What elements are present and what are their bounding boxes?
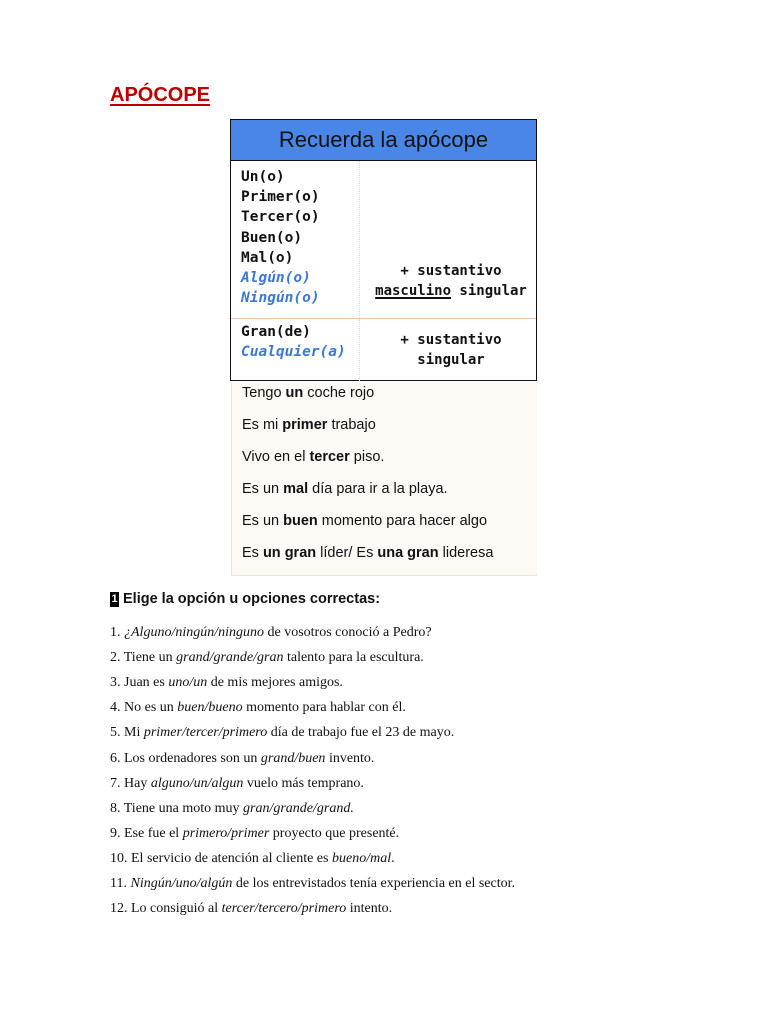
exercise-item (110, 700, 406, 716)
word-blue: Cualquier(a) (241, 344, 346, 361)
item-options: bueno/mal (331, 850, 392, 866)
word-list (241, 167, 320, 308)
rule-text (371, 261, 531, 301)
bold-word: mal (283, 481, 309, 497)
word: Mal(o) (241, 249, 294, 266)
item-text: Juan es (120, 675, 169, 691)
exercise-item (110, 650, 424, 666)
word-blue: Algún(o) (241, 270, 311, 287)
text: día para ir a la playa. (308, 481, 448, 497)
examples-box (231, 382, 537, 576)
item-number: 8. (110, 800, 121, 816)
text: Es un (242, 513, 284, 529)
item-number: 2. (110, 650, 121, 666)
generic-section (231, 319, 536, 381)
item-number: 4. (110, 700, 121, 716)
page-title: APÓCOPE (110, 84, 211, 106)
item-text: intento. (346, 901, 393, 917)
rule-line (371, 281, 531, 301)
rule-line: + sustantivo (400, 263, 502, 279)
word: Tercer(o) (241, 209, 320, 226)
word-list (241, 322, 346, 362)
text: Es un (242, 481, 284, 497)
rule-text (371, 330, 531, 370)
example-sentence (242, 385, 374, 401)
exercise-number-badge: 1 (111, 592, 118, 605)
item-text: día de trabajo fue el 23 de mayo. (267, 725, 455, 741)
item-text: Mi (120, 725, 144, 741)
exercise-item (110, 826, 399, 842)
word: Buen(o) (241, 229, 303, 246)
item-text: No es un (120, 700, 178, 716)
apocope-reminder-card (230, 119, 537, 381)
example-sentence (242, 513, 487, 529)
text: Es (242, 545, 263, 561)
exercise-item (110, 801, 354, 817)
item-number: 5. (110, 725, 121, 741)
item-number: 6. (110, 750, 121, 766)
example-sentence (242, 417, 376, 433)
text: Es mi (242, 417, 283, 433)
exercise-item (110, 901, 392, 917)
item-options: grand/buen (260, 750, 326, 766)
item-number: 9. (110, 825, 121, 841)
item-options: ¿Alguno/ningún/ninguno (124, 625, 264, 640)
exercise-item (110, 625, 432, 641)
bold-word: un (285, 385, 304, 401)
item-text: talento para la escultura. (283, 650, 424, 666)
item-text: . (391, 850, 395, 866)
exercise-item (110, 751, 374, 767)
exercise-heading (110, 591, 380, 607)
item-text: proyecto que presenté. (269, 825, 400, 841)
item-text: Tiene un (120, 650, 177, 666)
text: piso. (349, 449, 385, 465)
column-divider (359, 161, 360, 318)
example-sentence (242, 449, 384, 465)
item-text: Los ordenadores son un (120, 750, 261, 766)
item-number: 11. (110, 876, 127, 891)
bold-word: un gran (262, 545, 317, 561)
item-options: tercer/tercero/primero (221, 901, 347, 917)
text: lideresa (438, 545, 494, 561)
bold-word: primer (282, 417, 328, 433)
item-options: alguno/un/algun (150, 775, 244, 791)
item-text: invento. (325, 750, 375, 766)
exercise-item (110, 876, 515, 892)
item-options: uno/un (168, 675, 208, 691)
column-divider (359, 319, 360, 381)
item-text: Tiene una moto muy (120, 800, 244, 816)
bold-word: una gran (377, 545, 439, 561)
item-text: de mis mejores amigos. (207, 675, 343, 691)
text: momento para hacer algo (317, 513, 488, 529)
underlined-word: masculino (375, 283, 451, 299)
word-blue: Ningún(o) (241, 290, 320, 307)
item-number: 1. (110, 625, 121, 640)
rule-line: + sustantivo (400, 332, 502, 348)
text: Vivo en el (242, 449, 310, 465)
item-text: Ese fue el (120, 825, 183, 841)
item-number: 7. (110, 775, 121, 791)
exercise-item (110, 776, 364, 792)
item-text: Hay (120, 775, 151, 791)
word: Un(o) (241, 169, 285, 185)
bold-word: tercer (309, 449, 350, 465)
item-number: 12. (110, 901, 128, 917)
item-text: de vosotros conoció a Pedro? (264, 625, 432, 640)
exercise-title: Elige la opción u opciones correctas: (123, 591, 381, 607)
item-options: gran/grande/grand. (243, 800, 354, 816)
example-sentence (242, 545, 493, 561)
item-options: primero/primer (182, 825, 270, 841)
text: trabajo (327, 417, 376, 433)
word: Primer(o) (241, 189, 320, 206)
card-header: Recuerda la apócope (231, 120, 536, 161)
masculine-section (231, 161, 536, 319)
item-options: grand/grande/gran (176, 650, 284, 666)
exercise-item (110, 851, 395, 867)
item-text: vuelo más temprano. (243, 775, 364, 791)
example-sentence (242, 481, 448, 497)
exercise-item (110, 675, 343, 691)
word: Gran(de) (241, 324, 311, 340)
item-text: momento para hablar con él. (242, 700, 406, 716)
item-options: buen/bueno (177, 700, 243, 716)
exercise-item (110, 725, 454, 741)
rule-line: singular (417, 352, 485, 368)
rule-rest: singular (451, 283, 527, 299)
item-text: Lo consiguió al (127, 901, 222, 917)
item-text: de los entrevistados tenía experiencia en el sector. (232, 876, 516, 891)
bold-word: buen (283, 513, 318, 529)
text: Tengo (242, 385, 286, 401)
item-text: El servicio de atención al cliente es (127, 850, 332, 866)
item-options: Ningún/uno/algún (130, 876, 233, 891)
item-options: primer/tercer/primero (143, 725, 268, 741)
text: líder/ Es (316, 545, 378, 561)
item-number: 10. (110, 850, 128, 866)
item-number: 3. (110, 675, 121, 691)
text: coche rojo (303, 385, 375, 401)
